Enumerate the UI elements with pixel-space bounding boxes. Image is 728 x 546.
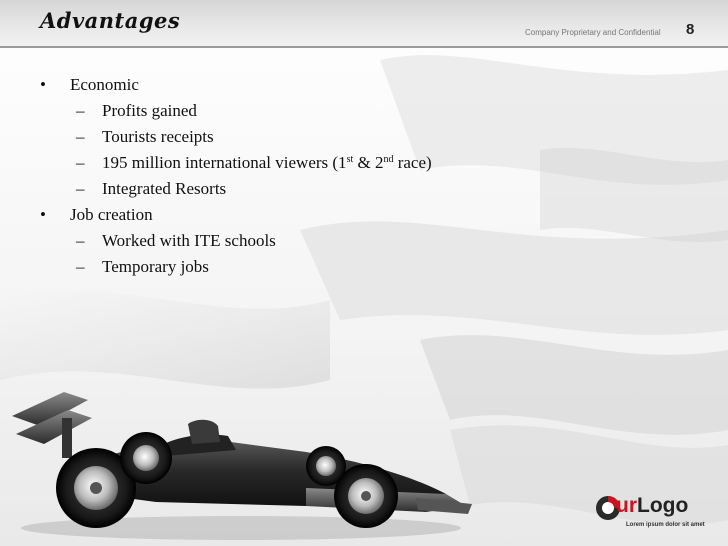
- sub-bullet-mark: –: [76, 153, 85, 172]
- sub-bullet-text: Tourists receipts: [102, 127, 214, 146]
- sub-bullet-item: [40, 176, 560, 202]
- sub-bullet-mark: –: [76, 231, 85, 250]
- sub-bullet-item: [40, 124, 560, 150]
- logo-word: Logo: [637, 494, 689, 517]
- sub-bullet-mark: –: [76, 127, 85, 146]
- text-segment: 195 million international viewers (1: [102, 153, 347, 172]
- sub-bullet-mark: –: [76, 257, 85, 276]
- sub-bullet-item: [40, 98, 560, 124]
- bullet-item: [40, 202, 560, 228]
- sub-bullet-item: [40, 150, 560, 176]
- sub-bullet-text: Temporary jobs: [102, 257, 209, 276]
- logo-tagline: Lorem ipsum dolor sit amet: [626, 522, 705, 528]
- company-logo: [594, 494, 712, 536]
- front-wheel-right: [306, 446, 346, 486]
- sub-bullet-text: Worked with ITE schools: [102, 231, 276, 250]
- header-divider: [0, 46, 728, 48]
- sub-bullet-mark: –: [76, 101, 85, 120]
- slide-title: Advantages: [40, 8, 181, 33]
- bullet-list: [40, 72, 560, 280]
- sub-bullet-text: Profits gained: [102, 101, 197, 120]
- bullet-mark: •: [40, 205, 46, 224]
- rear-wheel-right: [120, 432, 172, 484]
- sub-bullet-item: [40, 254, 560, 280]
- sub-bullet-item: [40, 228, 560, 254]
- text-segment: & 2: [353, 153, 384, 172]
- confidential-notice: Company Proprietary and Confidential: [525, 28, 661, 37]
- logo-ur: ur: [616, 494, 637, 517]
- bullet-text: Job creation: [70, 205, 153, 224]
- bullet-text: Economic: [70, 75, 139, 94]
- race-car-illustration: [6, 378, 476, 543]
- sub-bullet-text: [102, 153, 432, 172]
- sub-bullet-mark: –: [76, 179, 85, 198]
- superscript: st: [346, 154, 354, 165]
- logo-wordmark: [616, 494, 688, 518]
- page-number: 8: [686, 21, 695, 38]
- bullet-item: [40, 72, 560, 98]
- text-segment: race): [393, 153, 432, 172]
- bullet-mark: •: [40, 75, 46, 94]
- superscript: nd: [383, 154, 394, 165]
- sub-bullet-text: Integrated Resorts: [102, 179, 227, 198]
